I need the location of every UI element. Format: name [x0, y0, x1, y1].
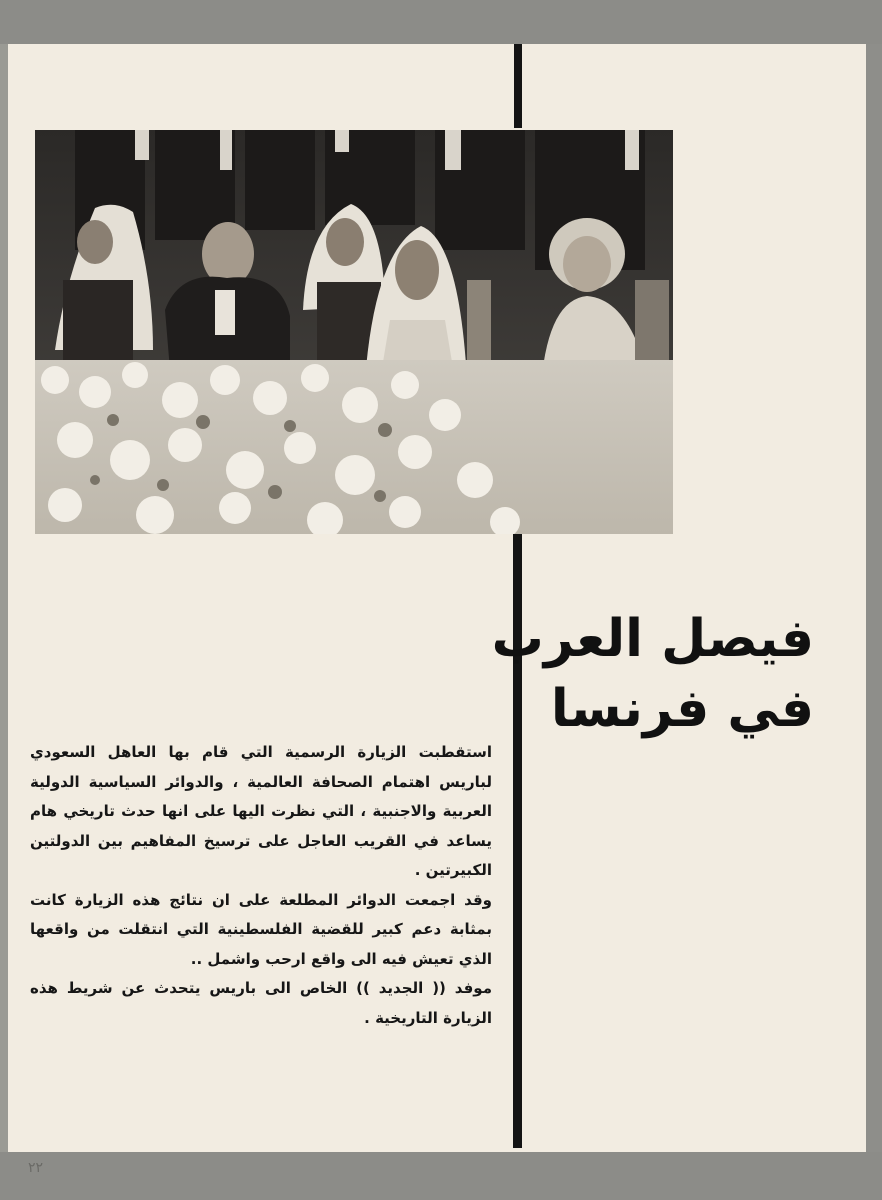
scan-left-border — [0, 44, 8, 1152]
magazine-page — [8, 44, 866, 1152]
vertical-rule-top — [514, 44, 522, 128]
article-body — [30, 738, 492, 1033]
scan-bottom-border — [0, 1152, 882, 1200]
headline-line-2: في فرنسا — [550, 679, 814, 739]
scan-top-border — [0, 0, 882, 44]
headline-line-1: فيصل العرب — [491, 609, 814, 669]
article-photo — [35, 130, 673, 534]
article-paragraph-2: وقد اجمعت الدوائر المطلعة على ان نتائج هذه الزيارة كانت بمثابة دعم كبير للقضية الفلسطينية التي انتقلت من واقعها الذي تعيش فيه الى واقع ارحب واشمل .. — [30, 890, 492, 968]
scan-right-border — [866, 44, 882, 1152]
article-paragraph-3: موفد (( الجديد )) الخاص الى باريس يتحدث عن شريط هذه الزيارة التاريخية . — [30, 979, 492, 1027]
page-number: ٢٢ — [28, 1160, 44, 1176]
group-photo-icon — [35, 130, 673, 534]
article-headline — [491, 604, 814, 744]
article-paragraph-1: استقطبت الزيارة الرسمية التي قام بها العاهل السعودي لباريس اهتمام الصحافة العالمية ، والدوائر السياسية الدولية العربية والاجنبية ، التي نظرت اليها على انها حدث تاريخي هام يساعد في القريب العاجل على ترسيخ المفاهيم بين الدولتين الكبيرتين . — [30, 743, 492, 879]
